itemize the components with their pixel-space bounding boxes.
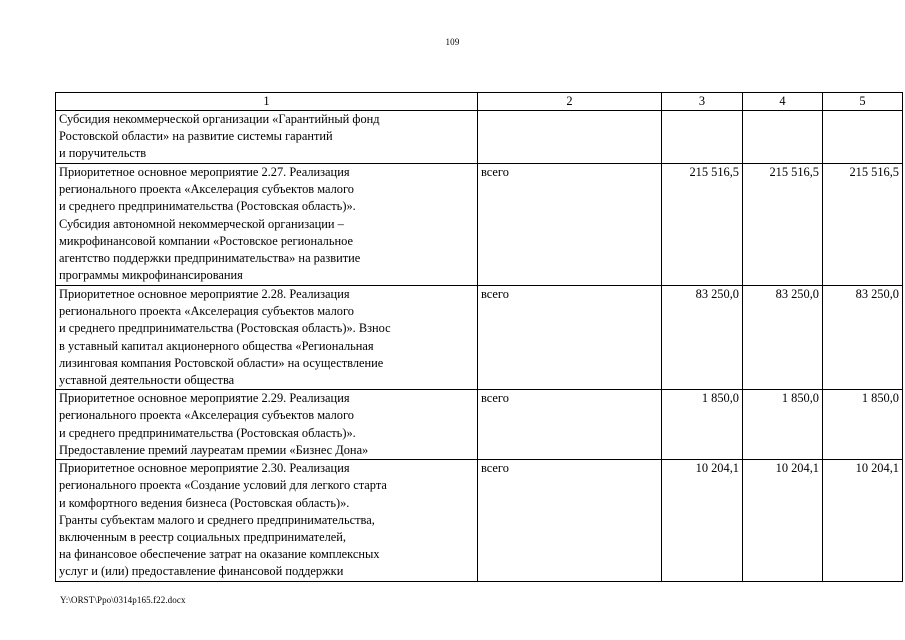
- row-value-col5: 1 850,0: [823, 390, 903, 460]
- row-description: Приоритетное основное мероприятие 2.30. Реализация регионального проекта «Создание условий для легкого старта и комфортного ведения бизнеса (Ростовская область)». Гранты субъектам малого и среднего предпринимательства, включенным в реестр социальных предпринимателей, на финансовое обеспечение затрат на оказание комплексных услуг и (или) предоставление финансовой поддержки: [56, 460, 478, 582]
- row-value-col4: 10 204,1: [743, 460, 823, 582]
- row-value-col5: 215 516,5: [823, 164, 903, 286]
- row-funding-type: всего: [478, 286, 662, 390]
- column-header-4: 4: [743, 93, 823, 111]
- table-row: [56, 111, 903, 164]
- row-value-col3: 83 250,0: [662, 286, 743, 390]
- row-funding-type: всего: [478, 390, 662, 460]
- column-header-5: 5: [823, 93, 903, 111]
- table-header-row: [56, 93, 903, 111]
- row-value-col5: 10 204,1: [823, 460, 903, 582]
- budget-table: [55, 92, 903, 582]
- column-header-2: 2: [478, 93, 662, 111]
- row-description: Приоритетное основное мероприятие 2.28. Реализация регионального проекта «Акселерация субъектов малого и среднего предпринимательства (Ростовская область)». Взнос в уставный капитал акционерного общества «Региональная лизинговая компания Ростовской области» на осуществление уставной деятельности общества: [56, 286, 478, 390]
- row-value-col4: 83 250,0: [743, 286, 823, 390]
- footer-file-path: Y:\ORST\Ppo\0314p165.f22.docx: [60, 595, 186, 605]
- table-row: [56, 390, 903, 460]
- row-value-col5: [823, 111, 903, 164]
- row-value-col4: 215 516,5: [743, 164, 823, 286]
- row-description: Субсидия некоммерческой организации «Гарантийный фонд Ростовской области» на развитие системы гарантий и поручительств: [56, 111, 478, 164]
- row-value-col5: 83 250,0: [823, 286, 903, 390]
- row-value-col3: 215 516,5: [662, 164, 743, 286]
- row-funding-type: [478, 111, 662, 164]
- column-header-3: 3: [662, 93, 743, 111]
- row-value-col4: 1 850,0: [743, 390, 823, 460]
- row-value-col3: 1 850,0: [662, 390, 743, 460]
- row-value-col3: 10 204,1: [662, 460, 743, 582]
- row-description: Приоритетное основное мероприятие 2.29. Реализация регионального проекта «Акселерация субъектов малого и среднего предпринимательства (Ростовская область)». Предоставление премий лауреатам премии «Бизнес Дона»: [56, 390, 478, 460]
- page-number: 109: [445, 37, 460, 47]
- row-description: Приоритетное основное мероприятие 2.27. Реализация регионального проекта «Акселерация субъектов малого и среднего предпринимательства (Ростовская область)». Субсидия автономной некоммерческой организации – микрофинансовой компании «Ростовское региональное агентство поддержки предпринимательства» на развитие программы микрофинансирования: [56, 164, 478, 286]
- row-value-col3: [662, 111, 743, 164]
- row-funding-type: всего: [478, 164, 662, 286]
- column-header-1: 1: [56, 93, 478, 111]
- table-row: [56, 286, 903, 390]
- table-row: [56, 460, 903, 582]
- row-funding-type: всего: [478, 460, 662, 582]
- row-value-col4: [743, 111, 823, 164]
- table-row: [56, 164, 903, 286]
